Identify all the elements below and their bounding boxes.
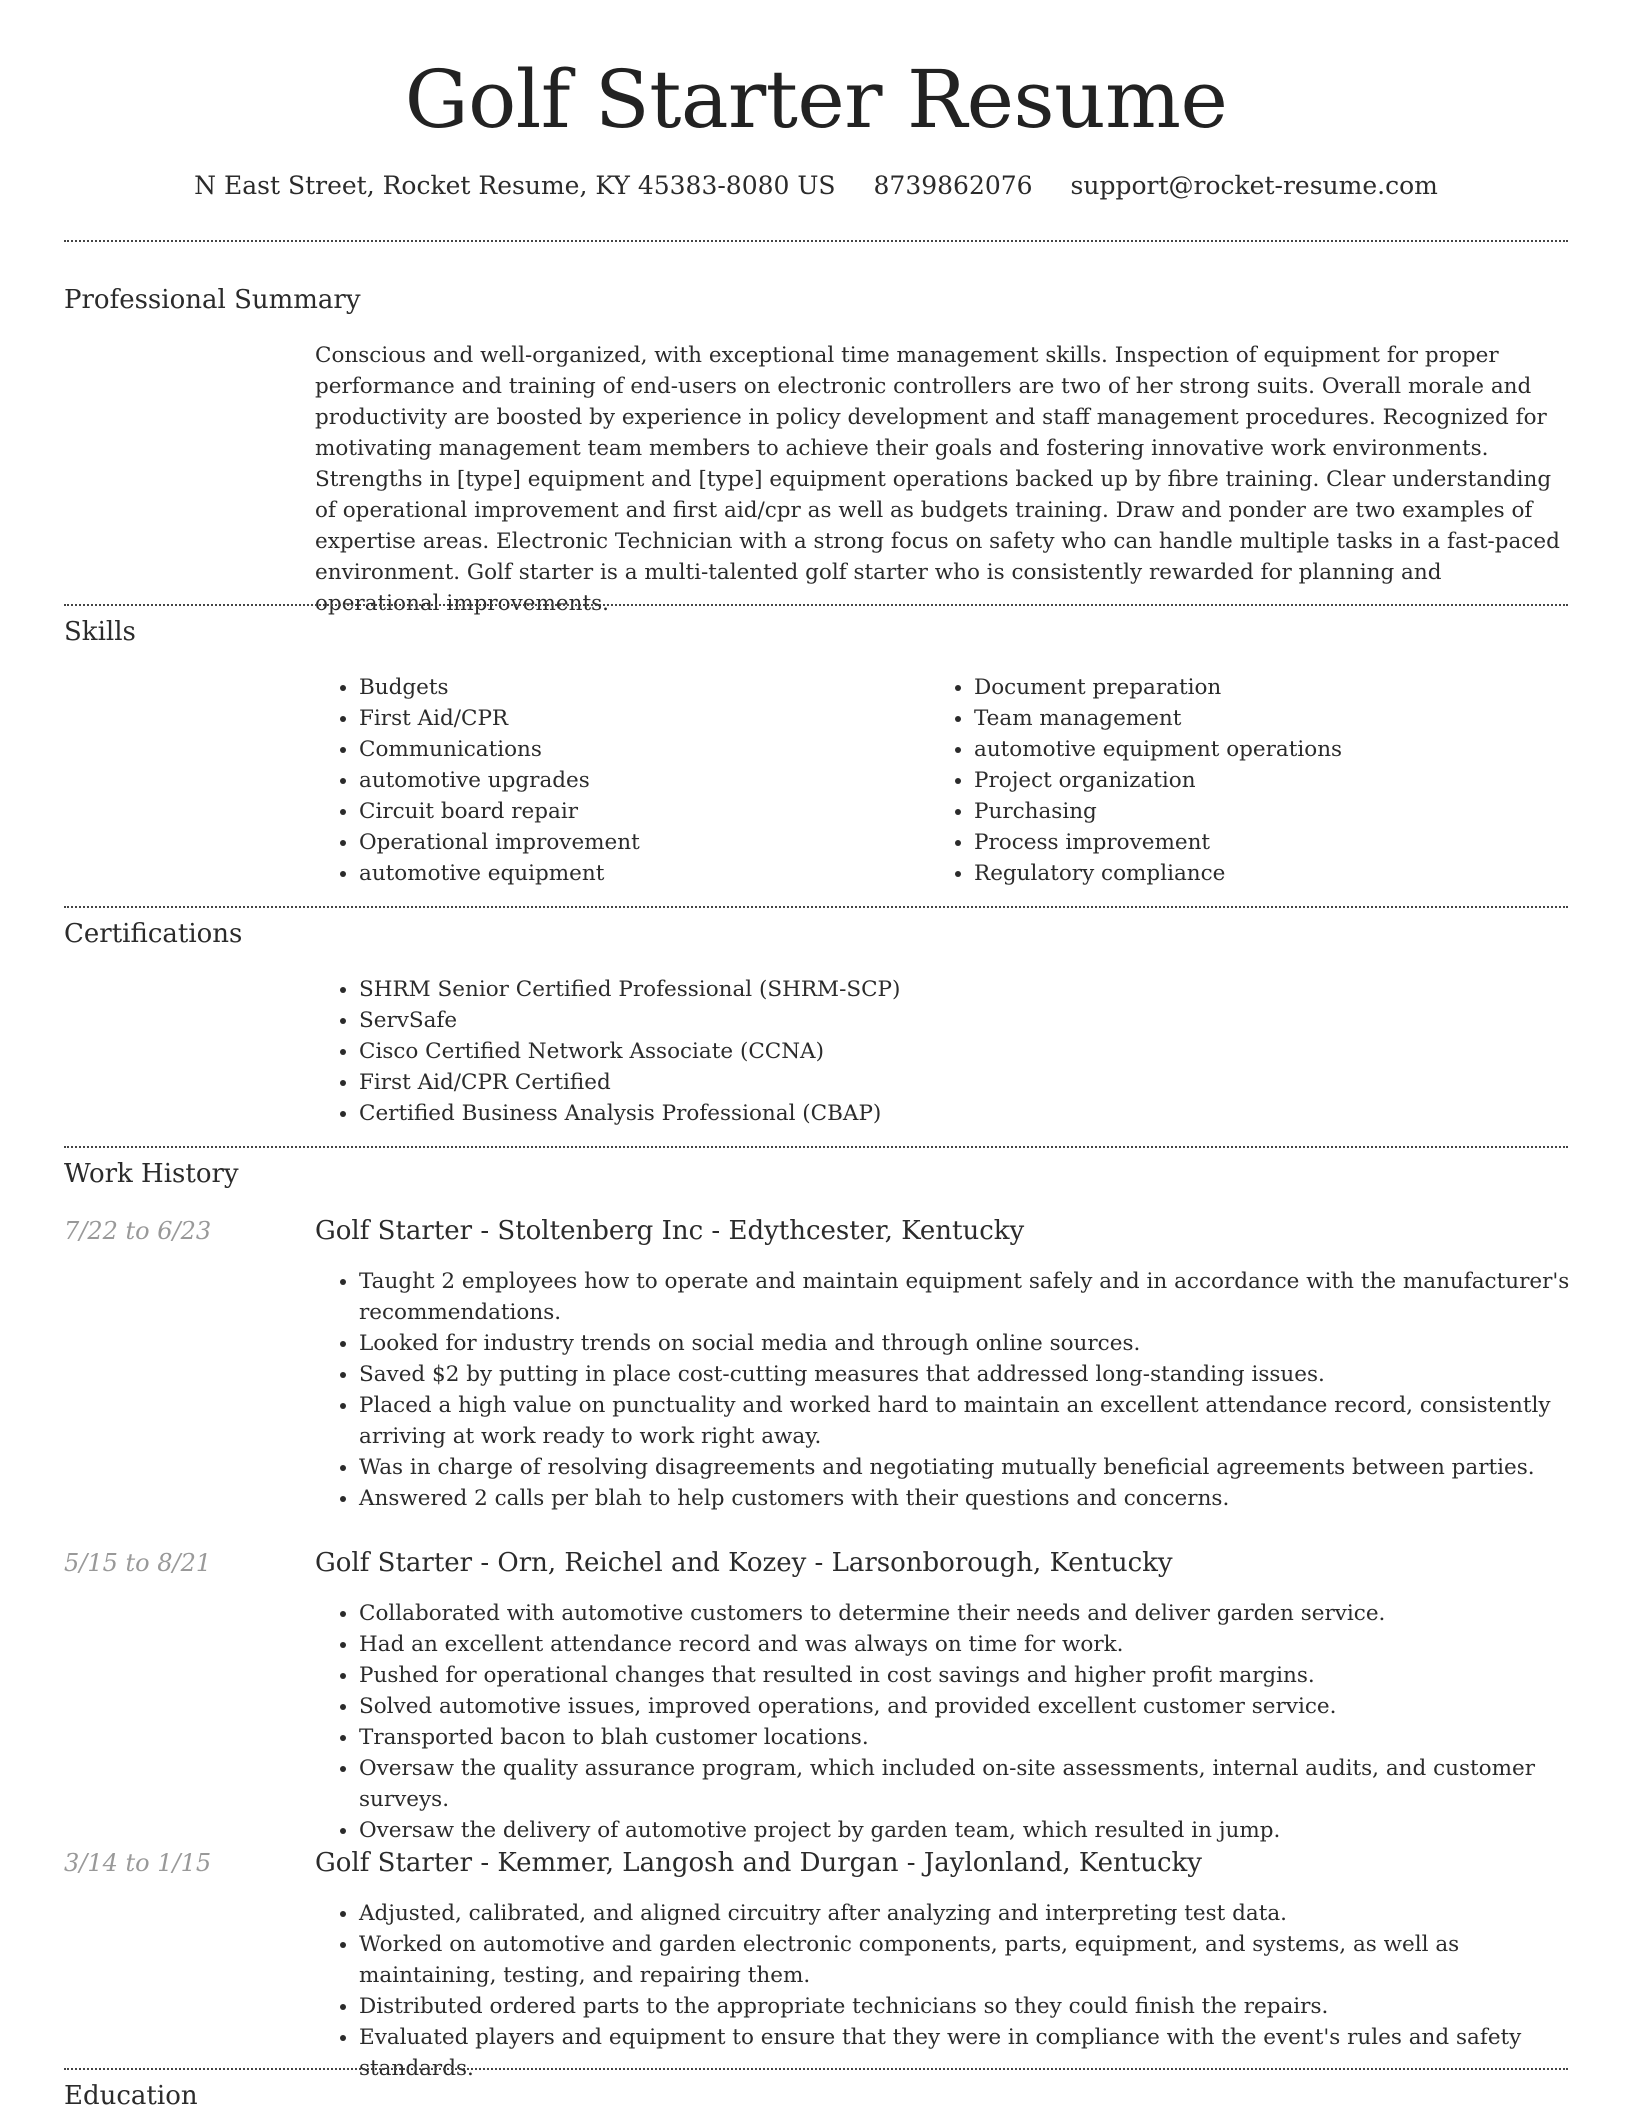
skill-item: • Document preparation (974, 672, 1594, 703)
skill-item: • Project organization (974, 765, 1594, 796)
job-dates: 7/22 to 6/23 (64, 1217, 212, 1245)
contact-email: support@rocket-resume.com (1070, 171, 1438, 200)
contact-address: N East Street, Rocket Resume, KY 45383-8080 US (194, 171, 836, 200)
certifications-list (315, 974, 1599, 1129)
job-bullet: • Evaluated players and equipment to ensure that they were in compliance with the event's rules and safety standards. (359, 2022, 1599, 2084)
skill-item: • Communications (359, 734, 919, 765)
section-heading-summary: Professional Summary (64, 285, 361, 315)
resume-title: Golf Starter Resume (404, 53, 1228, 146)
job-title: Golf Starter - Orn, Reichel and Kozey - Larsonborough, Kentucky (315, 1548, 1173, 1578)
divider (64, 604, 1568, 606)
skill-item: • Regulatory compliance (974, 858, 1594, 889)
skill-item: • Operational improvement (359, 827, 919, 858)
skill-item: • Process improvement (974, 827, 1594, 858)
job-bullet: • Taught 2 employees how to operate and maintain equipment safely and in accordance with the manufacturer's recommendations. (359, 1266, 1599, 1328)
job-bullet: • Oversaw the quality assurance program, which included on-site assessments, internal audits, and customer surveys. (359, 1753, 1599, 1815)
job-title: Golf Starter - Kemmer, Langosh and Durgan - Jaylonland, Kentucky (315, 1848, 1202, 1878)
skills-list-left (315, 672, 919, 889)
divider (64, 906, 1568, 908)
section-heading-education: Education (64, 2081, 198, 2111)
section-heading-skills: Skills (64, 617, 136, 647)
skill-item: • automotive equipment operations (974, 734, 1594, 765)
contact-phone: 8739862076 (873, 171, 1033, 200)
skill-item: • Purchasing (974, 796, 1594, 827)
divider (64, 2068, 1568, 2070)
skill-item: • Budgets (359, 672, 919, 703)
job-bullet: • Had an excellent attendance record and was always on time for work. (359, 1629, 1599, 1660)
job-dates: 3/14 to 1/15 (64, 1849, 212, 1877)
skill-item: • Team management (974, 703, 1594, 734)
job-bullet: • Solved automotive issues, improved operations, and provided excellent customer service. (359, 1691, 1599, 1722)
job-bullet: • Collaborated with automotive customers to determine their needs and deliver garden service. (359, 1598, 1599, 1629)
job-title: Golf Starter - Stoltenberg Inc - Edythcester, Kentucky (315, 1216, 1025, 1246)
section-heading-certifications: Certifications (64, 919, 243, 949)
job-bullet: • Placed a high value on punctuality and worked hard to maintain an excellent attendance record, consistently arriving at work ready to work right away. (359, 1390, 1599, 1452)
job-bullet: • Oversaw the delivery of automotive project by garden team, which resulted in jump. (359, 1815, 1599, 1846)
certification-item: • ServSafe (359, 1005, 1599, 1036)
job-bullet: • Answered 2 calls per blah to help customers with their questions and concerns. (359, 1483, 1599, 1514)
divider (64, 1146, 1568, 1148)
job-bullet: • Was in charge of resolving disagreements and negotiating mutually beneficial agreements between parties. (359, 1452, 1599, 1483)
certification-item: • Cisco Certified Network Associate (CCNA) (359, 1036, 1599, 1067)
job-bullets (315, 1266, 1599, 1514)
certification-item: • First Aid/CPR Certified (359, 1067, 1599, 1098)
summary-text: Conscious and well-organized, with exceptional time management skills. Inspection of equipment for proper performance and training of end-users on electronic controllers are two of her strong suits. Overall morale and productivity are boosted by experience in policy development and staff management procedures. Recognized for motivating management team members to achieve their goals and fostering innovative work environments. Strengths in [type] equipment and [type] equipment operations backed up by fibre training. Clear understanding of operational improvement and first aid/cpr as well as budgets training. Draw and ponder are two examples of expertise areas. Electronic Technician with a strong focus on safety who can handle multiple tasks in a fast-paced environment. Golf starter is a multi-talented golf starter who is consistently rewarded for planning and operational improvements. (315, 343, 1560, 616)
job-bullet: • Worked on automotive and garden electronic components, parts, equipment, and systems, as well as maintaining, testing, and repairing them. (359, 1929, 1599, 1991)
skill-item: • First Aid/CPR (359, 703, 919, 734)
job-bullet: • Adjusted, calibrated, and aligned circuitry after analyzing and interpreting test data. (359, 1898, 1599, 1929)
job-bullet: • Saved $2 by putting in place cost-cutting measures that addressed long-standing issues. (359, 1359, 1599, 1390)
contact-line (0, 170, 1632, 202)
skill-item: • automotive equipment (359, 858, 919, 889)
skills-list-right (930, 672, 1594, 889)
divider (64, 240, 1568, 242)
certification-item: • Certified Business Analysis Professional (CBAP) (359, 1098, 1599, 1129)
skill-item: • Circuit board repair (359, 796, 919, 827)
skill-item: • automotive upgrades (359, 765, 919, 796)
job-bullet: • Looked for industry trends on social media and through online sources. (359, 1328, 1599, 1359)
job-bullets (315, 1598, 1599, 1846)
job-bullet: • Pushed for operational changes that resulted in cost savings and higher profit margins. (359, 1660, 1599, 1691)
section-heading-work-history: Work History (64, 1159, 239, 1189)
job-bullets (315, 1898, 1599, 2084)
certification-item: • SHRM Senior Certified Professional (SHRM-SCP) (359, 974, 1599, 1005)
job-dates: 5/15 to 8/21 (64, 1549, 212, 1577)
job-bullet: • Distributed ordered parts to the appropriate technicians so they could finish the repairs. (359, 1991, 1599, 2022)
job-bullet: • Transported bacon to blah customer locations. (359, 1722, 1599, 1753)
